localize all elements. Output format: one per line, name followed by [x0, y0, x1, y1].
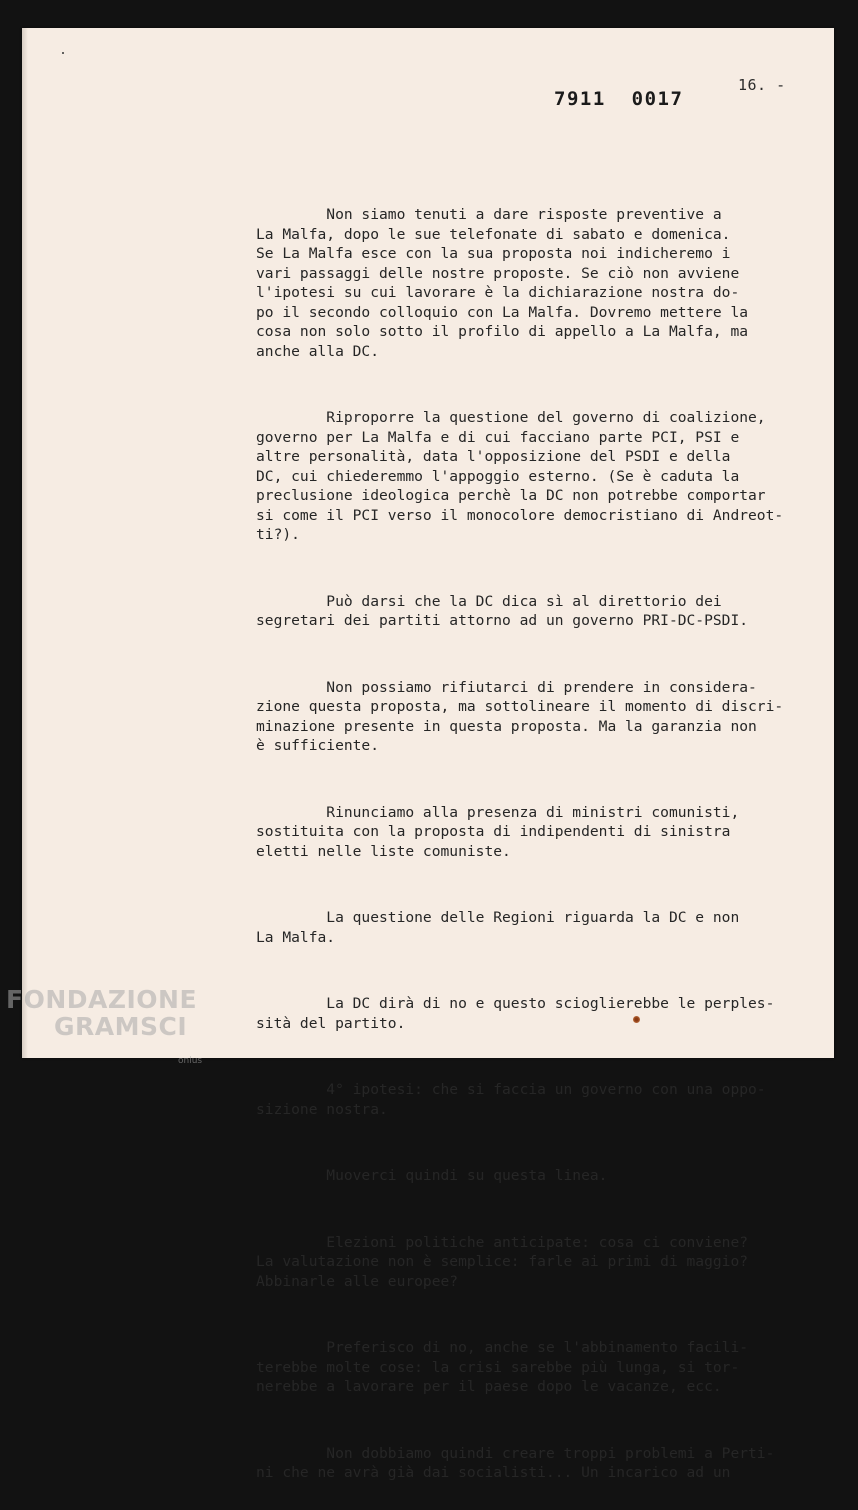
- watermark-line-2: GRAMSCI: [54, 1012, 188, 1041]
- page-number: 16. -: [738, 76, 786, 94]
- paragraph: Può darsi che la DC dica sì al direttorio dei segretari dei partiti attorno ad un governo PRI-DC-PSDI.: [256, 592, 749, 629]
- archive-stamp-number: 7911 0017: [554, 88, 684, 110]
- page-edge-shadow: [22, 28, 28, 1058]
- paragraph: 4° ipotesi: che si faccia un governo con una oppo- sizione nostra.: [256, 1081, 766, 1118]
- paragraph: Non siamo tenuti a dare risposte preventive a La Malfa, dopo le sue telefonate di sabato e domenica. Se La Malfa esce con la sua proposta noi indicheremo i vari passaggi delle nostre proposte. Se ciò non avviene l'ipotesi su cui lavorare è la dichiarazione nostra do- po il secondo colloquio con La Malfa. Dovremo mettere la cosa non solo sotto il profilo di appello a La Malfa, ma anche alla DC.: [256, 206, 749, 360]
- paragraph: Elezioni politiche anticipate: cosa ci conviene? La valutazione non è semplice: farle ai primi di maggio? Abbinarle alle europee?: [256, 1233, 749, 1290]
- fondazione-gramsci-watermark: [6, 985, 203, 1066]
- paragraph: Rinunciamo alla presenza di ministri comunisti, sostituita con la proposta di indipendenti di sinistra eletti nelle liste comuniste.: [256, 803, 740, 860]
- ink-stain: [633, 1016, 640, 1023]
- paragraph: Muoverci quindi su questa linea.: [256, 1167, 608, 1184]
- paragraph: La DC dirà di no e questo scioglierebbe le perples- sità del partito.: [256, 995, 775, 1032]
- paragraph: Non dobbiamo quindi creare troppi problemi a Perti- ni che ne avrà già dai socialisti... Un incarico ad un: [256, 1444, 775, 1481]
- paragraph: La questione delle Regioni riguarda la DC e non La Malfa.: [256, 909, 740, 946]
- watermark-line-3: onlus: [178, 1056, 203, 1066]
- typewritten-text: [256, 166, 836, 1510]
- paragraph: Preferisco di no, anche se l'abbinamento facili- terebbe molte cose: la crisi sarebbe più lunga, si tor- nerebbe a lavorare per il paese dopo le vacanze, ecc.: [256, 1339, 749, 1395]
- ink-speck: [62, 52, 64, 54]
- watermark-line-1: FONDAZIONE: [6, 985, 198, 1014]
- paragraph: Non possiamo rifiutarci di prendere in considera- zione questa proposta, ma sottolineare il momento di discri- minazione presente in questa proposta. Ma la garanzia non è sufficiente.: [256, 678, 784, 754]
- paragraph: Riproporre la questione del governo di coalizione, governo per La Malfa e di cui facciano parte PCI, PSI e altre personalità, data l'opposizione del PSDI e della DC, cui chiederemmo l'appoggio esterno. (Se è caduta la preclusione ideologica perchè la DC non potrebbe comportar si come il PCI verso il monocolore democristiano di Andreot- ti?).: [256, 409, 784, 543]
